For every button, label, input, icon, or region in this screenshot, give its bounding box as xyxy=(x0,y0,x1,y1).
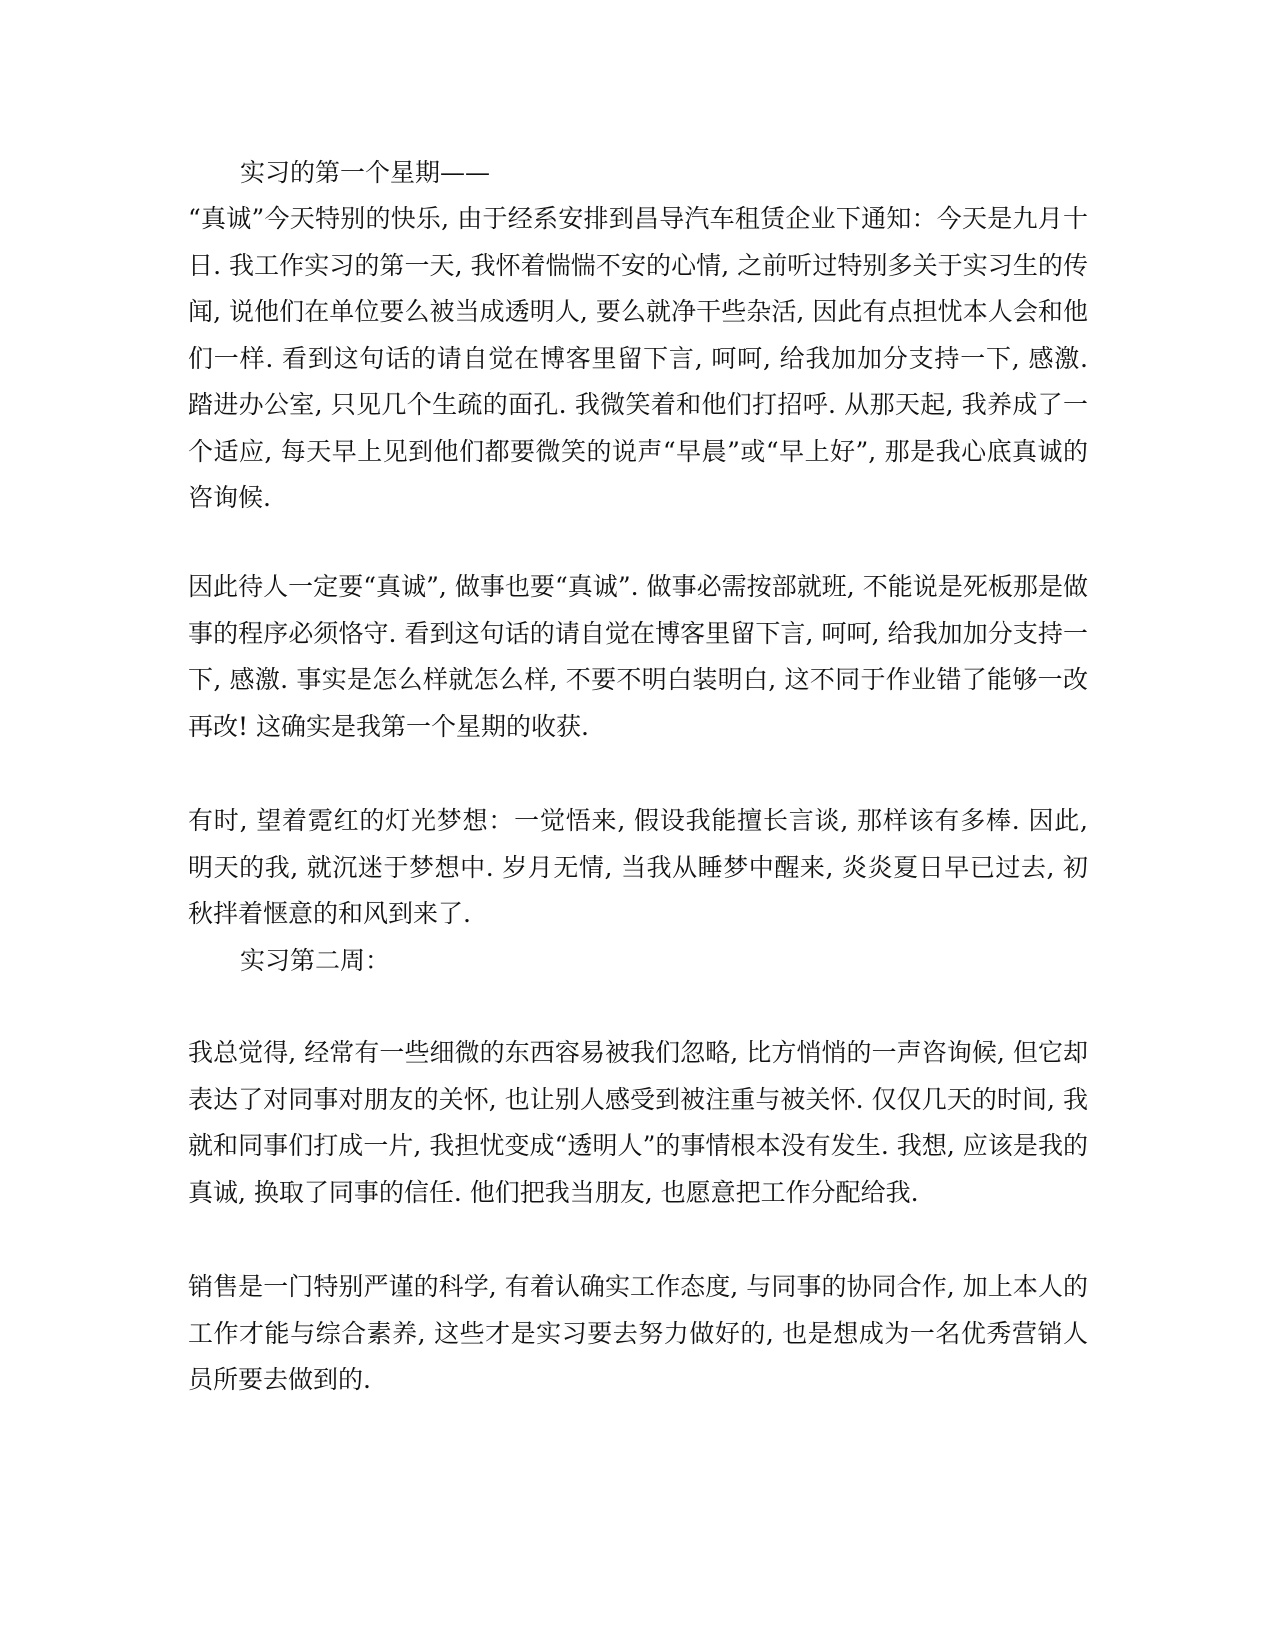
paragraph-one: “真诚”今天特别的快乐, 由于经系安排到昌导汽车租赁企业下通知：今天是九月十日. 我工作实习的第一天, 我怀着惴惴不安的心情, 之前听过特别多关于实习生的传闻, 说他们在单位要么被当成透明人, 要么就净干些杂活, 因此有点担忧本人会和他们一样. 看到这句话的请自觉在博客里留下言, 呵呵, 给我加加分支持一下, 感激. 踏进办公室, 只见几个生疏的面孔. 我微笑着和他们打招呼. 从那天起, 我养成了一个适应, 每天早上见到他们都要微笑的说声“早晨”或“早上好”, 那是我心底真诚的咨询候. xyxy=(188,204,1088,512)
heading-week-one: 实习的第一个星期—— xyxy=(240,158,491,187)
heading-week-two: 实习第二周： xyxy=(240,946,391,975)
paragraph-two: 因此待人一定要“真诚”, 做事也要“真诚”. 做事必需按部就班, 不能说是死板那是做事的程序必须恪守. 看到这句话的请自觉在博客里留下言, 呵呵, 给我加加分支持一下, 感激. 事实是怎么样就怎么样, 不要不明白装明白, 这不同于作业错了能够一改再改! 这确实是我第一个星期的收获. xyxy=(188,572,1088,741)
paragraph-five: 销售是一门特别严谨的科学, 有着认确实工作态度, 与同事的协同合作, 加上本人的工作才能与综合素养, 这些才是实习要去努力做好的, 也是想成为一名优秀营销人员所要去做到的. xyxy=(188,1272,1088,1394)
paragraph-four: 我总觉得, 经常有一些细微的东西容易被我们忽略, 比方悄悄的一声咨询候, 但它却表达了对同事对朋友的关怀, 也让别人感受到被注重与被关怀. 仅仅几天的时间, 我就和同事们打成一片, 我担忧变成“透明人”的事情根本没有发生. 我想, 应该是我的真诚, 换取了同事的信任. 他们把我当朋友, 也愿意把工作分配给我. xyxy=(188,1038,1088,1207)
paragraph-three: 有时, 望着霓红的灯光梦想：一觉悟来, 假设我能擅长言谈, 那样该有多棒. 因此, 明天的我, 就沉迷于梦想中. 岁月无情, 当我从睡梦中醒来, 炎炎夏日早已过去, 初秋拌着惬意的和风到来了. xyxy=(188,806,1088,928)
